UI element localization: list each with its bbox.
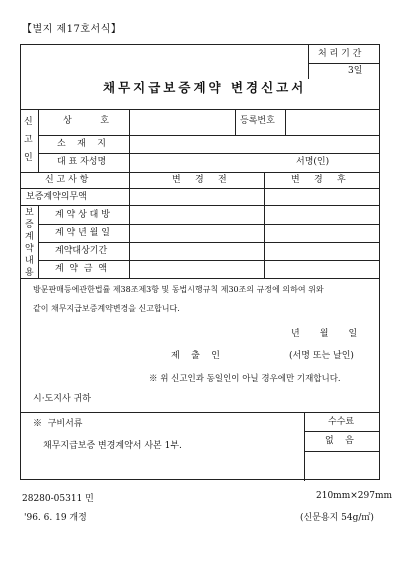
date-line: 년 월 일 — [291, 329, 358, 339]
contract-content-char: 계 — [25, 232, 34, 242]
statement-line-1: 방문판매등에관한법률 제38조제3항 및 동법시행규칙 제30조의 규정에 의하여 위와 — [33, 285, 324, 294]
form-number-label: 【별지 제17호서식】 — [22, 24, 122, 35]
applicant-group-label — [24, 113, 33, 167]
business-name-label: 상 호 — [63, 116, 109, 126]
form-code: 28280-05311 민 — [22, 494, 94, 504]
applicant-char: 신 — [24, 117, 33, 127]
paper-size: 210mm×297mm — [316, 491, 393, 501]
guarantee-obligation-label: 보증계약의무액 — [26, 192, 87, 202]
submitter-label: 제 출 인 — [171, 351, 220, 361]
guarantee-obligation-before[interactable] — [131, 190, 262, 204]
contract-content-char: 증 — [25, 220, 34, 230]
processing-period-label: 처 리 기 간 — [318, 49, 362, 59]
report-items-header: 신 고 사 항 — [45, 175, 89, 185]
registration-number-label: 등록번호 — [240, 116, 275, 126]
contract-content-char: 내 — [25, 256, 34, 266]
fee-label: 수수료 — [328, 417, 355, 427]
representative-field[interactable] — [131, 155, 377, 170]
applicant-char: 인 — [24, 153, 33, 163]
statement-line-2: 같이 채무지급보증계약변경을 신고합니다. — [33, 304, 180, 313]
applicant-char: 고 — [24, 135, 33, 145]
contract-amount-label: 계 약 금 액 — [55, 264, 107, 274]
contract-content-char: 용 — [25, 268, 34, 278]
submitter-note: ※ 위 신고인과 동일인이 아닐 경우에만 기재합니다. — [149, 374, 341, 384]
guarantee-obligation-after[interactable] — [266, 190, 377, 204]
contract-content-char: 보 — [25, 208, 34, 218]
contract-period-label: 계약대상기간 — [55, 246, 108, 256]
contract-counterparty-label: 계 약 상 대 방 — [55, 210, 110, 220]
contract-content-group-label — [25, 207, 34, 279]
after-change-header: 변 경 후 — [291, 175, 346, 185]
contract-content-char: 약 — [25, 244, 34, 254]
submitter-signature: (서명 또는 날인) — [289, 351, 354, 361]
required-documents-label: ※ 구비서류 — [33, 419, 83, 429]
report-form — [20, 44, 380, 480]
address-field[interactable] — [131, 137, 377, 151]
address-label: 소 재 지 — [57, 139, 106, 149]
required-documents-item: 채무지급보증 변경계약서 사본 1부. — [43, 441, 182, 451]
form-title: 채무지급보증계약 변경신고서 — [103, 80, 307, 95]
paper-type: (신문용지 54g/㎡) — [300, 513, 374, 523]
representative-signature: 서명(인) — [296, 157, 330, 167]
registration-number-field[interactable] — [287, 111, 377, 133]
revision-date: '96. 6. 19 개정 — [24, 513, 87, 523]
addressee: 시·도지사 귀하 — [33, 394, 91, 404]
contract-date-label: 계 약 년 월 일 — [55, 228, 110, 238]
representative-label: 대 표 자성명 — [57, 157, 107, 167]
processing-period-value: 3일 — [348, 66, 363, 76]
fee-value: 없 음 — [325, 436, 354, 446]
before-change-header: 변 경 전 — [172, 175, 227, 185]
business-name-field[interactable] — [131, 111, 233, 133]
